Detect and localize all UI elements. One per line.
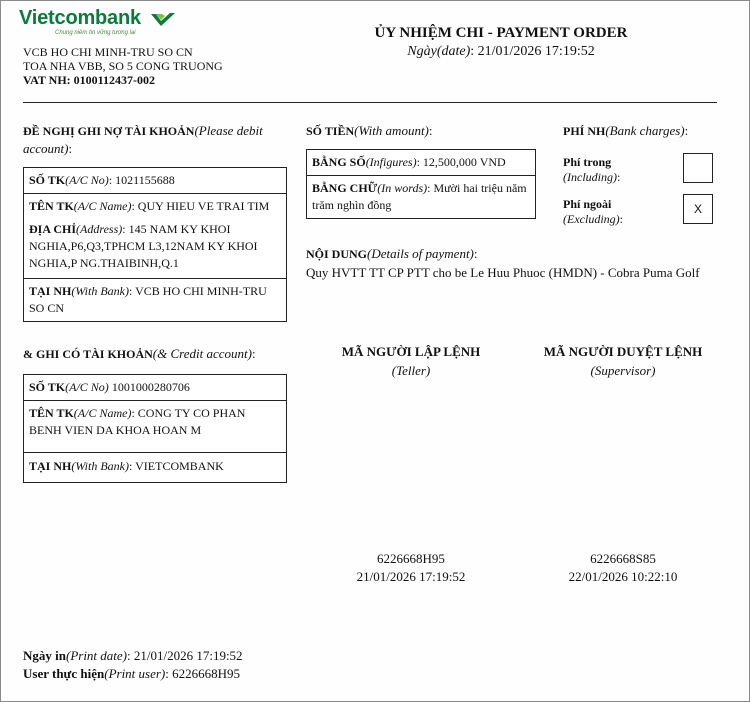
details-heading-label: NỘI DUNG [306, 247, 368, 261]
debit-acno-row [24, 168, 286, 194]
amount-heading [306, 122, 433, 140]
logo-tagline: Chung niềm tin vững tương lai [55, 30, 136, 36]
amount-heading-colon: : [428, 123, 433, 138]
debit-acno-label: SỐ TK [29, 173, 66, 187]
supervisor-time: 22/01/2026 10:22:10 [568, 569, 678, 584]
vietcombank-logo [19, 7, 189, 41]
debit-addr-en: (Address) [76, 222, 123, 236]
debit-address [29, 221, 281, 272]
debit-name-label: TÊN TK [29, 199, 74, 213]
supervisor-block [523, 344, 723, 379]
charge-including-en: (Including) [563, 170, 617, 184]
teller-stamp [311, 550, 511, 586]
amount-words-value: : Mười hai triệu năm trăm nghìn đồng [312, 181, 527, 212]
credit-name-en: (A/C Name) [73, 406, 132, 420]
details-heading [306, 245, 478, 263]
debit-bank-value: : VCB HO CHI MINH-TRU SO CN [29, 284, 267, 315]
debit-name-en: (A/C Name) [73, 199, 132, 213]
debit-heading-colon: : [68, 141, 73, 156]
supervisor-title: MÃ NGƯỜI DUYỆT LỆNH [543, 344, 703, 359]
logo-check-icon [150, 12, 176, 28]
credit-account-box [23, 374, 287, 483]
credit-bank-en: (With Bank) [71, 459, 129, 473]
credit-name-value: : CONG TY CO PHAN BENH VIEN DA KHOA HOAN M [29, 406, 246, 437]
print-date-value: : 21/01/2026 17:19:52 [127, 648, 243, 663]
supervisor-stamp [523, 550, 723, 586]
credit-name-label: TÊN TK [29, 406, 74, 420]
charges-heading-en: (Bank charges) [605, 123, 685, 138]
debit-account-box [23, 167, 287, 322]
credit-bank-value: : VIETCOMBANK [129, 459, 224, 473]
teller-title: MÃ NGƯỜI LẬP LỆNH [341, 344, 481, 359]
credit-heading-colon: : [251, 346, 256, 361]
amount-figures-label: BẰNG SỐ [312, 155, 366, 169]
charge-including-colon: : [616, 170, 621, 184]
amount-figures-value: : 12,500,000 VND [416, 155, 506, 169]
print-date-label: Ngày in [23, 648, 66, 663]
debit-heading-en: (Please debit account) [23, 123, 263, 156]
vat-number: VAT NH: 0100112437-002 [23, 73, 156, 87]
credit-heading-label: & GHI CÓ TÀI KHOẢN [23, 347, 153, 361]
credit-bank-row [24, 453, 286, 482]
teller-id: 6226668H95 [377, 551, 445, 566]
debit-bank-row [24, 279, 286, 321]
debit-name [29, 198, 281, 215]
print-user [23, 665, 240, 683]
page-title: ỦY NHIỆM CHI - PAYMENT ORDER [374, 25, 628, 41]
amount-figures-en: (Infigures) [365, 155, 417, 169]
details-heading-colon: : [473, 246, 478, 261]
print-user-en: (Print user) [104, 666, 166, 681]
credit-acno-row [24, 375, 286, 401]
teller-en: (Teller) [391, 363, 431, 378]
order-date [331, 44, 671, 60]
amount-box [306, 149, 536, 219]
branch-line-1: VCB HO CHI MINH-TRU SO CN [23, 45, 193, 59]
credit-heading [23, 345, 256, 363]
details-heading-en: (Details of payment) [367, 246, 474, 261]
teller-time: 21/01/2026 17:19:52 [356, 569, 466, 584]
debit-acno-en: (A/C No) [65, 173, 109, 187]
print-user-label: User thực hiện [23, 666, 105, 681]
credit-acno-en: (A/C No) [65, 380, 109, 394]
amount-words-row [307, 176, 535, 218]
debit-bank-en: (With Bank) [71, 284, 129, 298]
debit-heading-label: ĐỀ NGHỊ GHI NỢ TÀI KHOẢN [23, 124, 195, 138]
details-value: Quy HVTT TT CP PTT cho be Le Huu Phuoc (HMDN) - Cobra Puma Golf [306, 265, 700, 280]
amount-heading-label: SỐ TIỀN [306, 124, 355, 138]
credit-heading-en: (& Credit account) [152, 346, 252, 361]
credit-bank-label: TẠI NH [29, 459, 72, 473]
debit-bank-label: TẠI NH [29, 284, 72, 298]
header-divider [23, 102, 717, 103]
credit-acno-value: 1001000280706 [108, 380, 190, 394]
order-date-label: Ngày(date) [407, 44, 471, 59]
charge-excluding-colon: : [619, 212, 623, 226]
amount-heading-en: (With amount) [354, 123, 429, 138]
charges-heading [563, 122, 688, 140]
debit-addr-value: : 145 NAM KY KHOI NGHIA,P6,Q3,TPHCM L3,12NAM KY KHOI NGHIA,P NG.THAIBINH,Q.1 [29, 222, 258, 270]
print-date-en: (Print date) [65, 648, 127, 663]
debit-heading [23, 122, 293, 158]
debit-acno-value: : 1021155688 [108, 173, 175, 187]
logo-wordmark: Vietcombank [19, 7, 141, 29]
print-date [23, 647, 243, 665]
credit-acno-label: SỐ TK [29, 380, 66, 394]
branch-line-2: TOA NHA VBB, SO 5 CONG TRUONG [23, 59, 223, 73]
order-date-value: : 21/01/2026 17:19:52 [470, 44, 595, 59]
supervisor-en: (Supervisor) [590, 363, 656, 378]
charges-heading-label: PHÍ NH [563, 124, 606, 138]
amount-words-label: BẰNG CHỮ [312, 181, 378, 195]
debit-name-addr-row [24, 194, 286, 279]
amount-figures-row [307, 150, 535, 176]
charge-excluding-label [563, 197, 623, 227]
charge-excluding-title: Phí ngoài [563, 197, 612, 211]
charge-including-label [563, 155, 620, 185]
amount-words-en: (In words) [377, 181, 428, 195]
charge-excluding-en: (Excluding) [563, 212, 620, 226]
charge-including-checkbox[interactable] [683, 153, 713, 183]
debit-addr-label: ĐỊA CHỈ [29, 222, 77, 236]
supervisor-id: 6226668S85 [590, 551, 656, 566]
charge-including-title: Phí trong [563, 155, 612, 169]
print-user-value: : 6226668H95 [165, 666, 241, 681]
credit-name-row [24, 401, 286, 453]
charge-excluding-checkbox[interactable]: X [683, 194, 713, 224]
teller-block [311, 344, 511, 379]
debit-name-value: : QUY HIEU VE TRAI TIM [131, 199, 270, 213]
charges-heading-colon: : [684, 123, 689, 138]
